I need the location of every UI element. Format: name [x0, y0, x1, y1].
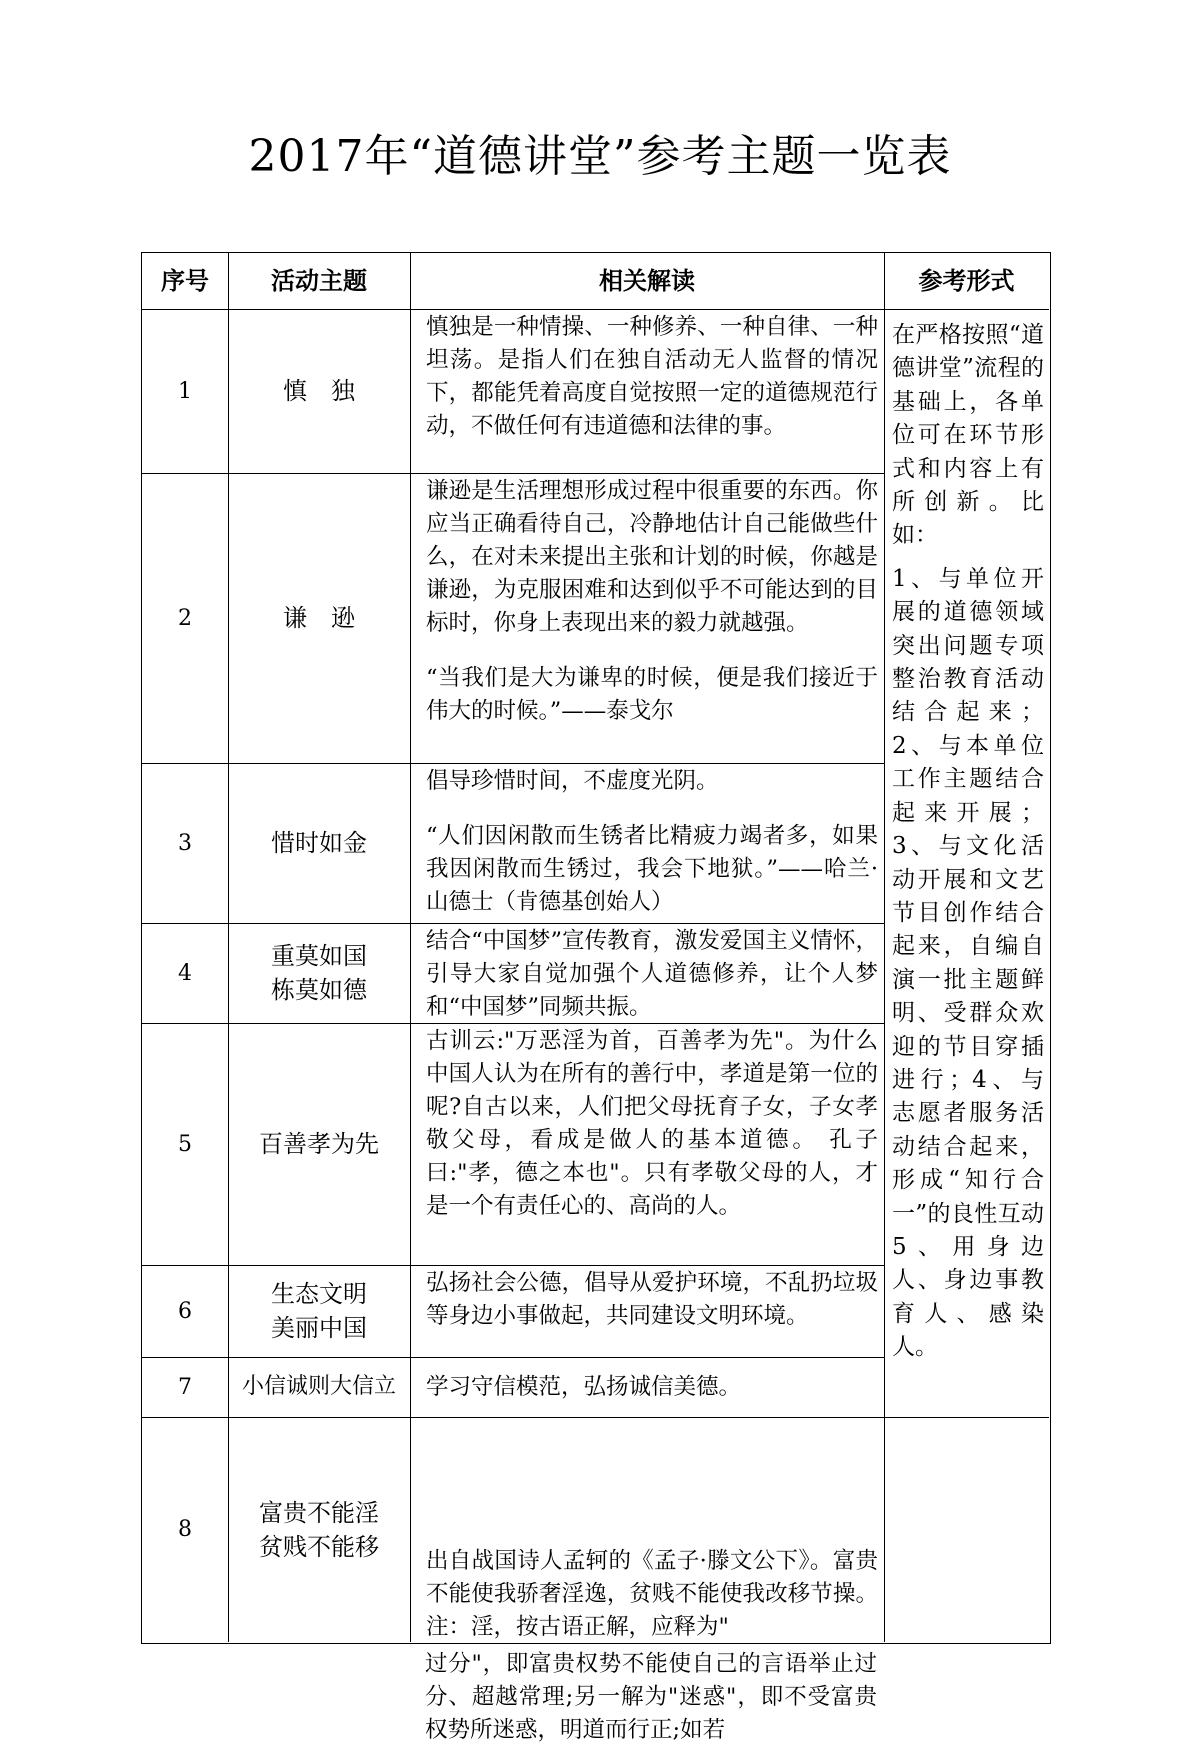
interpretation-quote: “人们因闲散而生锈者比精疲力竭者多，如果我因闲散而生锈过，我会下地狱。”——哈兰·山德士（肯德基创始人）	[426, 823, 878, 915]
interpretation-quote: “当我们是大为谦卑的时候，便是我们接近于伟大的时候。”——泰戈尔	[426, 665, 878, 724]
row-theme	[228, 763, 410, 923]
theme-line: 重莫如国	[271, 942, 367, 970]
row-interpretation: 结合“中国梦”宣传教育，激发爱国主义情怀，引导大家自觉加强个人道德修养，让个人梦和“中国梦”同频共振。	[426, 928, 878, 1020]
theme-line: 美丽中国	[271, 1314, 367, 1342]
row-theme	[228, 1357, 410, 1417]
col-divider	[410, 253, 411, 1642]
row-num: 7	[178, 1374, 192, 1400]
row-interpretation: 慎独是一种情操、一种修养、一种自律、一种坦荡。是指人们在独自活动无人监督的情况下，都能凭着高度自觉按照一定的道德规范行动，不做任何有违道德和法律的事。	[426, 314, 878, 439]
theme-line: 百善孝为先	[259, 1130, 379, 1158]
row-interpretation: 古训云:"万恶淫为首，百善孝为先"。为什么中国人认为在所有的善行中，孝道是第一位的呢?自古以来，人们把父母抚育子女，子女孝敬父母，看成是做人的基本道德。 孔子曰:"孝，德之本也"。只有孝敬父母的人，才是一个有责任心的、高尚的人。	[426, 1028, 878, 1219]
themes-table	[141, 252, 1051, 1644]
row-interpretation	[420, 765, 884, 919]
row-theme	[228, 1265, 410, 1357]
row-num: 6	[178, 1298, 192, 1324]
row-interpretation	[420, 475, 884, 728]
form-items: 1、与单位开展的道德领域突出问题专项整治教育活动结合起来；2、与本单位工作主题结合起来开展；3、与文化活动开展和文艺节目创作结合起来，自编自演一批主题鲜明、受群众欢迎的节目穿插进行；4、与志愿者服务活动结合起来，形成“知行合一”的良性互动5、用身边人、身边事教育人、感染人。	[892, 565, 1044, 1361]
row-num: 3	[178, 830, 192, 856]
row-interpretation-continued: 过分"，即富贵权势不能使自己的言语举止过分、超越常理;另一解为"迷惑"，即不受富贵权势所迷惑，明道而行正;如若	[425, 1651, 877, 1743]
theme-line: 谦 逊	[283, 604, 355, 632]
row-theme	[228, 473, 410, 763]
header-form: 参考形式	[918, 267, 1015, 295]
row-num: 5	[178, 1131, 192, 1157]
row-theme	[228, 309, 410, 473]
theme-line: 贫贱不能移	[259, 1532, 379, 1561]
row-interpretation: 弘扬社会公德，倡导从爱护环境，不乱扔垃圾等身边小事做起，共同建设文明环境。	[426, 1270, 878, 1329]
form-intro: 在严格按照“道德讲堂”流程的基础上，各单位可在环节形式和内容上有所创新。比如：	[892, 322, 1044, 549]
header-theme: 活动主题	[271, 267, 367, 295]
theme-line: 小信诚则大信立	[241, 1374, 396, 1399]
row-theme	[228, 1023, 410, 1265]
header-interpretation: 相关解读	[599, 267, 695, 295]
col-divider	[884, 253, 885, 1642]
page-title: 2017年“道德讲堂”参考主题一览表	[248, 131, 952, 182]
row-num: 8	[178, 1517, 192, 1542]
row-num: 2	[178, 605, 192, 631]
theme-line: 慎 独	[283, 377, 355, 405]
header-num: 序号	[161, 267, 209, 295]
interpretation-paragraph: 倡导珍惜时间，不虚度光阴。	[426, 768, 719, 794]
row-theme	[228, 1417, 410, 1642]
row-num: 1	[178, 378, 192, 404]
theme-line: 栋莫如德	[271, 976, 367, 1004]
row-interpretation: 出自战国诗人孟轲的《孟子·滕文公下》。富贵不能使我骄奢淫逸，贫贱不能使我改移节操。注：淫，按古语正解，应释为"	[426, 1548, 878, 1640]
theme-line: 生态文明	[271, 1280, 367, 1308]
theme-line: 惜时如金	[271, 829, 367, 857]
row-num: 4	[178, 960, 192, 986]
row-theme	[228, 923, 410, 1023]
row-interpretation: 学习守信模范，弘扬诚信美德。	[426, 1373, 742, 1400]
theme-line: 富贵不能淫	[259, 1498, 379, 1527]
reference-form	[892, 319, 1044, 1365]
interpretation-paragraph: 谦逊是生活理想形成过程中很重要的东西。你应当正确看待自己，冷静地估计自己能做些什么，在对未来提出主张和计划的时候，你越是谦逊，为克服困难和达到似乎不可能达到的目标时，你身上表现出来的毅力就越强。	[426, 478, 878, 636]
